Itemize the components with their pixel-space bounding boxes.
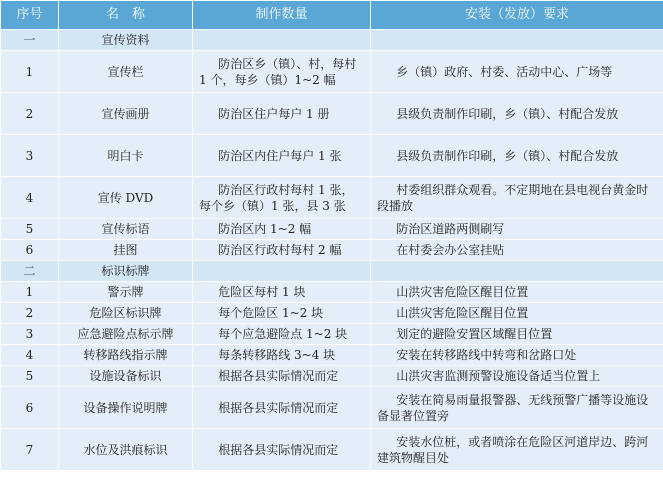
header-quantity: 制作数量 bbox=[193, 1, 371, 30]
row-requirement bbox=[371, 261, 663, 282]
row-requirement: 在村委会办公室挂贴 bbox=[371, 240, 663, 261]
row-name: 应急避险点标示牌 bbox=[59, 324, 193, 345]
header-requirement: 安装（发放）要求 bbox=[371, 1, 663, 30]
row-name: 宣传 DVD bbox=[59, 177, 193, 219]
table-row bbox=[1, 240, 663, 261]
row-quantity: 防治区内 1~2 幅 bbox=[193, 219, 371, 240]
row-name: 宣传资料 bbox=[59, 30, 193, 51]
row-no: 4 bbox=[1, 177, 59, 219]
row-requirement: 防治区道路两侧刷写 bbox=[371, 219, 663, 240]
row-requirement: 安装在简易雨量报警器、无线预警广播等设施设备显著位置旁 bbox=[371, 387, 663, 429]
section-row bbox=[1, 261, 663, 282]
table-row bbox=[1, 345, 663, 366]
row-no: 1 bbox=[1, 51, 59, 93]
row-name: 宣传栏 bbox=[59, 51, 193, 93]
row-no: 2 bbox=[1, 93, 59, 135]
row-quantity: 根据各县实际情况而定 bbox=[193, 429, 371, 471]
row-quantity: 防治区乡（镇）、村，每村 1 个，每乡（镇）1~2 幅 bbox=[193, 51, 371, 93]
row-requirement: 山洪灾害危险区醒目位置 bbox=[371, 282, 663, 303]
row-no: 3 bbox=[1, 324, 59, 345]
row-quantity: 防治区住户每户 1 册 bbox=[193, 93, 371, 135]
section-row bbox=[1, 30, 663, 51]
row-name: 明白卡 bbox=[59, 135, 193, 177]
row-requirement: 县级负责制作印刷，乡（镇）、村配合发放 bbox=[371, 93, 663, 135]
row-requirement: 县级负责制作印刷，乡（镇）、村配合发放 bbox=[371, 135, 663, 177]
row-no: 二 bbox=[1, 261, 59, 282]
table-row bbox=[1, 429, 663, 471]
row-name: 设备操作说明牌 bbox=[59, 387, 193, 429]
table-row bbox=[1, 135, 663, 177]
table-row bbox=[1, 366, 663, 387]
row-requirement: 山洪灾害监测预警设施设备适当位置上 bbox=[371, 366, 663, 387]
row-requirement: 山洪灾害危险区醒目位置 bbox=[371, 303, 663, 324]
row-no: 7 bbox=[1, 429, 59, 471]
row-no: 5 bbox=[1, 366, 59, 387]
row-requirement: 安装在转移路线中转弯和岔路口处 bbox=[371, 345, 663, 366]
row-no: 5 bbox=[1, 219, 59, 240]
row-quantity: 危险区每村 1 块 bbox=[193, 282, 371, 303]
table-row bbox=[1, 177, 663, 219]
row-name: 危险区标识牌 bbox=[59, 303, 193, 324]
row-quantity bbox=[193, 30, 371, 51]
row-no: 6 bbox=[1, 387, 59, 429]
row-name: 宣传标语 bbox=[59, 219, 193, 240]
row-requirement bbox=[371, 30, 663, 51]
row-requirement: 安装水位桩，或者喷涂在危险区河道岸边、跨河建筑物醒目处 bbox=[371, 429, 663, 471]
table-row bbox=[1, 282, 663, 303]
header-name: 名 称 bbox=[59, 1, 193, 30]
row-quantity: 每个危险区 1~2 块 bbox=[193, 303, 371, 324]
table-row bbox=[1, 387, 663, 429]
table-row bbox=[1, 93, 663, 135]
row-name: 宣传画册 bbox=[59, 93, 193, 135]
row-quantity: 防治区行政村每村 1 张，每个乡（镇）1 张，县 3 张 bbox=[193, 177, 371, 219]
header-no: 序号 bbox=[1, 1, 59, 30]
row-name: 水位及洪痕标识 bbox=[59, 429, 193, 471]
row-quantity: 根据各县实际情况而定 bbox=[193, 366, 371, 387]
row-name: 设施设备标识 bbox=[59, 366, 193, 387]
row-no: 4 bbox=[1, 345, 59, 366]
table-row bbox=[1, 219, 663, 240]
table-row bbox=[1, 303, 663, 324]
row-requirement: 划定的避险安置区域醒目位置 bbox=[371, 324, 663, 345]
row-quantity: 防治区内住户每户 1 张 bbox=[193, 135, 371, 177]
row-quantity: 每个应急避险点 1~2 块 bbox=[193, 324, 371, 345]
table-row bbox=[1, 51, 663, 93]
row-no: 3 bbox=[1, 135, 59, 177]
row-no: 6 bbox=[1, 240, 59, 261]
row-no: 2 bbox=[1, 303, 59, 324]
row-requirement: 村委组织群众观看。不定期地在县电视台黄金时段播放 bbox=[371, 177, 663, 219]
row-name: 标识标牌 bbox=[59, 261, 193, 282]
table-header-row bbox=[1, 1, 663, 30]
row-name: 警示牌 bbox=[59, 282, 193, 303]
row-quantity bbox=[193, 261, 371, 282]
row-quantity: 根据各县实际情况而定 bbox=[193, 387, 371, 429]
row-quantity: 防治区行政村每村 2 幅 bbox=[193, 240, 371, 261]
row-no: 1 bbox=[1, 282, 59, 303]
row-requirement: 乡（镇）政府、村委、活动中心、广场等 bbox=[371, 51, 663, 93]
row-name: 转移路线指示牌 bbox=[59, 345, 193, 366]
row-name: 挂图 bbox=[59, 240, 193, 261]
row-quantity: 每条转移路线 3~4 块 bbox=[193, 345, 371, 366]
table-row bbox=[1, 324, 663, 345]
row-no: 一 bbox=[1, 30, 59, 51]
